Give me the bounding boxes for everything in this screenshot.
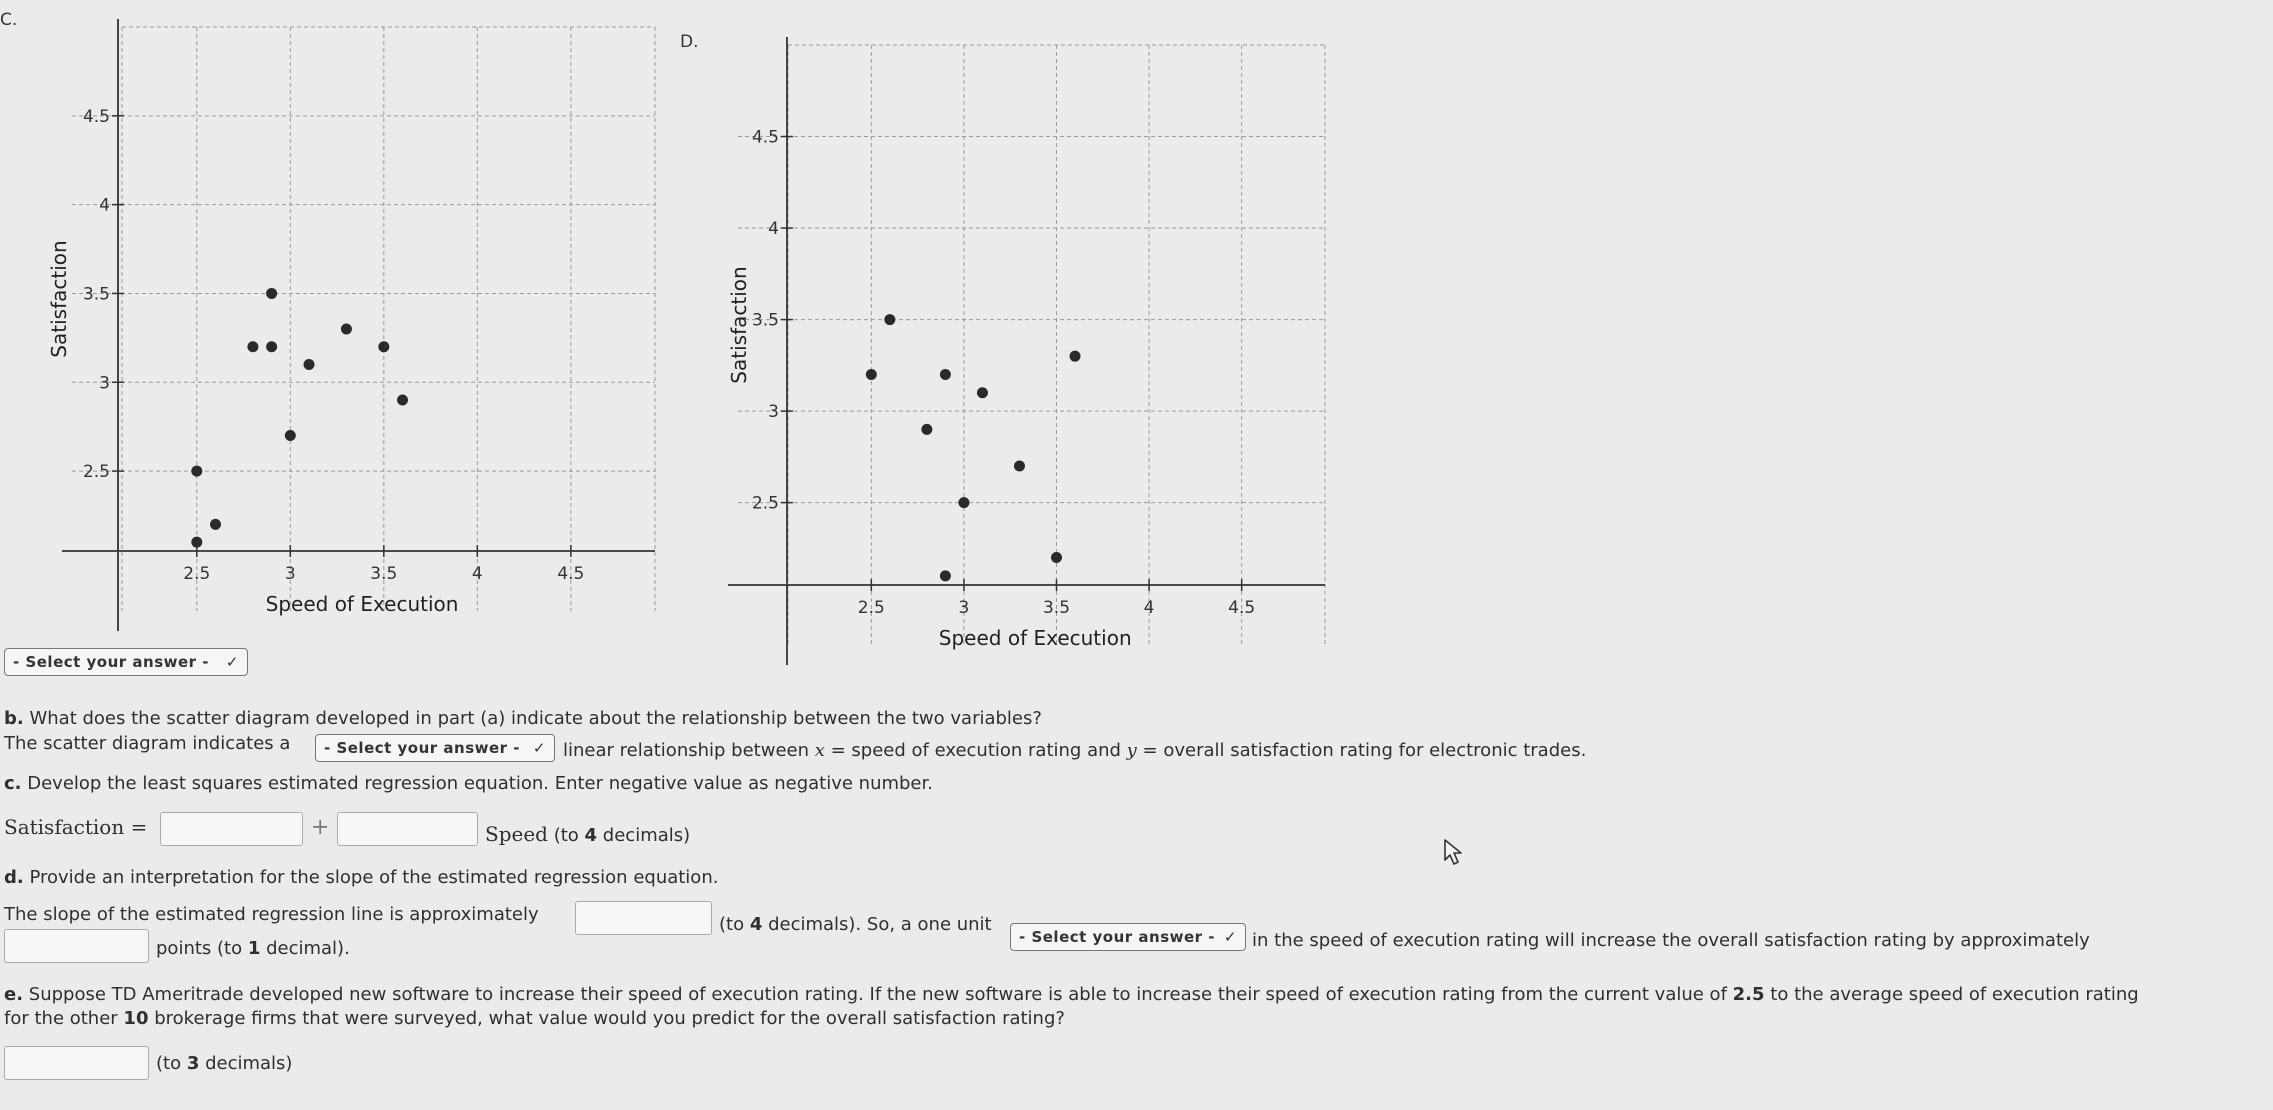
- y-tick-label: 4: [99, 195, 110, 216]
- select-value: - Select your answer -: [324, 739, 521, 757]
- scatter-chart-c: [0, 0, 680, 650]
- precision-prefix: (to: [156, 1053, 187, 1074]
- x-axis-title: Speed of Execution: [265, 592, 459, 616]
- plus-sign: +: [311, 815, 330, 840]
- y-variable: y: [1126, 740, 1137, 761]
- y-definition: = overall satisfaction rating for electronic trades.: [1136, 740, 1587, 761]
- y-tick-label: 4: [768, 219, 779, 240]
- part-b-sentence-mid: linear relationship between: [563, 740, 809, 761]
- part-d-precision: [719, 914, 992, 935]
- y-tick-label: 3: [768, 402, 779, 423]
- relationship-select[interactable]: [315, 734, 555, 762]
- precision-num: 3: [186, 1053, 200, 1074]
- part-a-answer-select[interactable]: [4, 648, 248, 676]
- part-e-line2-start: for the other: [4, 1008, 118, 1029]
- current-value: 2.5: [1732, 984, 1765, 1005]
- data-point: [921, 424, 932, 435]
- predicted-satisfaction-input[interactable]: [4, 1046, 149, 1080]
- points-input[interactable]: [4, 929, 149, 963]
- x-tick-label: 2.5: [857, 598, 885, 618]
- select-value: - Select your answer -: [1019, 928, 1216, 946]
- precision-mid: decimals). So, a one unit: [762, 914, 992, 935]
- y-tick-label: 4.5: [751, 127, 779, 148]
- data-point: [1051, 552, 1062, 563]
- y-tick-label: 2.5: [751, 493, 779, 514]
- y-tick-label: 4.5: [82, 106, 110, 127]
- y-tick-label: 3.5: [751, 310, 779, 331]
- chevron-down-icon: ✓: [532, 739, 546, 757]
- part-c-question-text: Develop the least squares estimated regression equation. Enter negative value as negative number.: [27, 773, 933, 794]
- precision-num: 4: [749, 914, 763, 935]
- select-value: - Select your answer -: [13, 653, 210, 671]
- x-tick-label: 4.5: [1228, 598, 1256, 618]
- part-c-letter: c.: [4, 773, 22, 794]
- x-tick-label: 2.5: [183, 564, 211, 584]
- x-tick-label: 4.5: [557, 564, 585, 584]
- points-label: [156, 938, 350, 959]
- slope-value-input[interactable]: [575, 901, 712, 935]
- x-tick-label: 4: [471, 564, 483, 584]
- part-e-line2-end: brokerage firms that were surveyed, what value would you predict for the overall satisfaction rating?: [154, 1008, 1065, 1029]
- y-tick-label: 3: [99, 373, 110, 394]
- precision-prefix: (to: [553, 825, 585, 846]
- x-tick-label: 3.5: [1042, 598, 1071, 618]
- points-prefix: points (to: [156, 938, 248, 959]
- part-d-sentence-start: The slope of the estimated regression line is approximately: [4, 904, 539, 925]
- scatter-chart-d: [680, 0, 1340, 650]
- precision-prefix: (to: [719, 914, 750, 935]
- part-b-question-text: What does the scatter diagram developed in part (a) indicate about the relationship between the two variables?: [29, 708, 1042, 729]
- option-c-label: C.: [0, 10, 18, 30]
- data-point: [884, 314, 895, 325]
- part-b-letter: b.: [4, 708, 24, 729]
- equation-rhs: [485, 822, 690, 846]
- data-point: [285, 430, 296, 441]
- part-e-line1-text: Suppose TD Ameritrade developed new software to increase their speed of execution rating. If the new software is able to increase their speed of execution rating from the current value of: [28, 984, 1727, 1005]
- data-point: [266, 341, 277, 352]
- points-num: 1: [247, 938, 261, 959]
- x-tick-label: 3: [958, 598, 970, 618]
- part-e-line2: [4, 1008, 1065, 1029]
- data-point: [266, 288, 277, 299]
- data-point: [940, 369, 951, 380]
- change-direction-select[interactable]: [1010, 923, 1246, 951]
- part-e-letter: e.: [4, 984, 24, 1005]
- x-tick-label: 3.5: [370, 564, 398, 584]
- y-axis-title: Satisfaction: [727, 266, 751, 384]
- y-axis-title: Satisfaction: [47, 240, 71, 358]
- slope-coefficient-input[interactable]: [337, 812, 478, 846]
- intercept-input[interactable]: [160, 812, 303, 846]
- equation-lhs: Satisfaction =: [4, 815, 148, 839]
- firm-count: 10: [123, 1008, 149, 1029]
- data-point: [958, 497, 969, 508]
- chart-grid: [72, 27, 655, 611]
- y-tick-label: 2.5: [82, 462, 110, 483]
- x-tick-label: 4: [1143, 598, 1155, 618]
- pointer-arrow-icon: [1442, 838, 1466, 868]
- data-point: [378, 341, 389, 352]
- data-point: [977, 387, 988, 398]
- points-suffix: decimal).: [260, 938, 350, 959]
- y-tick-label: 3.5: [82, 284, 110, 305]
- data-point: [1070, 351, 1081, 362]
- data-point: [940, 570, 951, 581]
- speed-label: Speed: [485, 822, 548, 846]
- chart-grid: [738, 45, 1325, 645]
- data-point: [247, 341, 258, 352]
- precision-suffix: decimals): [199, 1053, 293, 1074]
- data-point: [866, 369, 877, 380]
- x-axis-title: Speed of Execution: [938, 626, 1132, 650]
- precision-num: 4: [584, 825, 598, 846]
- option-d-label: D.: [680, 32, 699, 52]
- part-d-letter: d.: [4, 867, 24, 888]
- data-point: [191, 466, 202, 477]
- x-tick-label: 3: [284, 564, 296, 584]
- data-point: [191, 537, 202, 548]
- part-d-sentence-end: in the speed of execution rating will increase the overall satisfaction rating by approximately: [1252, 930, 2090, 951]
- data-point: [341, 323, 352, 334]
- data-point: [210, 519, 221, 530]
- part-e-line1-end: to the average speed of execution rating: [1770, 984, 2139, 1005]
- part-d-question-text: Provide an interpretation for the slope of the estimated regression equation.: [29, 867, 719, 888]
- part-b-sentence-start: The scatter diagram indicates a: [4, 733, 291, 754]
- part-b-sentence-rest: [563, 740, 1586, 761]
- data-point: [1014, 461, 1025, 472]
- x-variable: x: [814, 740, 825, 761]
- data-point: [304, 359, 315, 370]
- part-e-line1: [4, 984, 2139, 1005]
- part-c-question: [4, 773, 933, 794]
- chevron-down-icon: ✓: [1223, 928, 1237, 946]
- chevron-down-icon: ✓: [225, 653, 239, 671]
- part-d-question: [4, 867, 718, 888]
- part-e-precision: [156, 1053, 292, 1074]
- part-b-question: [4, 708, 1042, 729]
- data-point: [397, 395, 408, 406]
- x-definition: = speed of execution rating and: [824, 740, 1127, 761]
- precision-suffix: decimals): [597, 825, 691, 846]
